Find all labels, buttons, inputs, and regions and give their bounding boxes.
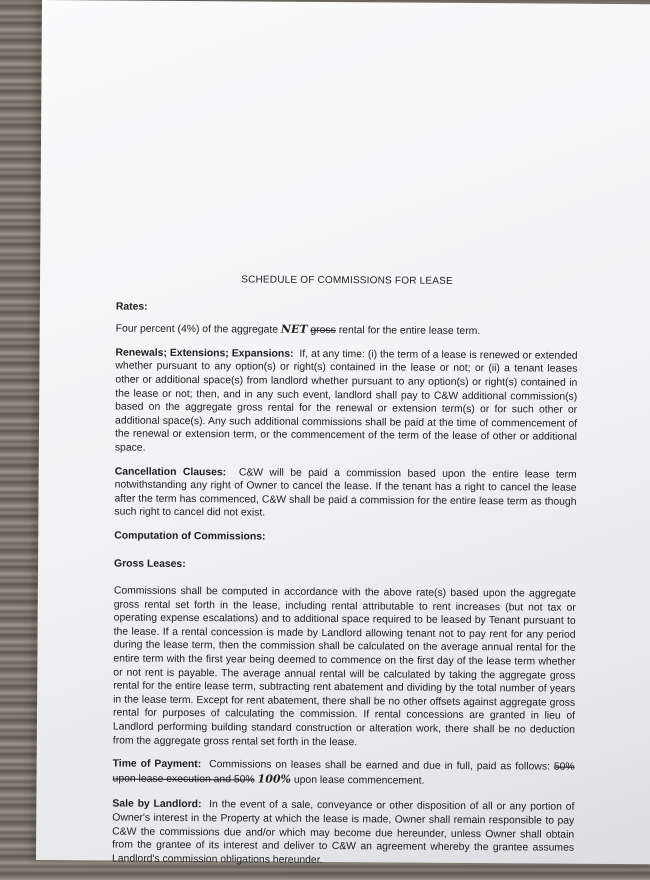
cancellation-heading: Cancellation Clauses: — [114, 466, 227, 478]
document-body — [112, 273, 578, 880]
sale-by-landlord-paragraph — [112, 798, 574, 869]
rates-struck-word: gross — [310, 325, 336, 337]
renewals-paragraph — [115, 346, 578, 458]
rates-text-before: Four percent (4%) of the aggregate — [115, 323, 281, 336]
rates-heading: Rates: — [115, 301, 148, 313]
sale-by-landlord-heading: Sale by Landlord: — [112, 798, 202, 811]
time-of-payment-struck-text: 50% upon lease execution and 50% — [112, 761, 575, 786]
time-of-payment-text-before: Commissions on leases shall be earned and due in full, paid as follows: — [209, 759, 554, 773]
time-of-payment-paragraph — [113, 758, 575, 789]
document-title: SCHEDULE OF COMMISSIONS FOR LEASE — [241, 274, 453, 287]
renewals-text: If, at any time: (i) the term of a lease is renewed or extended whether pursuant to any option(s) or right(s) contained in the lease or not; or (ii) a tenant leases other or additional space(s) from landlord whether pursuant to any option(s) or right(s) contained in the lease or not; then, and in any such event, landlord shall pay to C&W additional commission(s) based on the aggregate gross rental for the renewal or extension term(s) or for such other or additional space(s). Any such additional commissions shall be paid at the time of commencement of the renewal or extension term, or the commencement of the term of the lease of other or additional space. — [114, 348, 578, 454]
renewals-heading: Renewals; Extensions; Expansions: — [115, 347, 294, 360]
gross-leases-paragraph: Commissions shall be computed in accordance with the above rate(s) based upon the aggregate gross rental set forth in the lease, including rental attributable to rent increases (but not tax or operating expense escalations) and to additional space required to be leased by Tenant pursuant to the lease. If a rental concession is made by Landlord allowing tenant not to pay rent for any period during the lease term, then the commission shall be calculated on the average annual rental for the entire term with the first year being deemed to commence on the first day of the lease term whether or not rent is payable. The average annual rental will be calculated by taking the aggregate gross rental for the entire lease term, subtracting rent abatement and dividing by the total number of years in the lease term. Except for rent abatement, there shall be no other offsets against aggregate gross rental for purposes of calculating the commission. If rental concessions are granted in lieu of Landlord performing building standard construction or alteration work, there shall be no deduction from the aggregate gross rental set forth in the lease. — [112, 585, 576, 748]
rates-text-after: rental for the entire lease term. — [335, 325, 481, 338]
time-of-payment-heading: Time of Payment: — [112, 758, 202, 771]
cancellation-paragraph — [114, 465, 576, 523]
time-of-payment-handwritten-insert: 100% — [257, 772, 292, 786]
rates-paragraph — [116, 322, 578, 340]
computation-heading: Computation of Commissions: — [114, 530, 266, 543]
cancellation-text: C&W will be paid a commission based upon the entire lease term notwithstanding any right of Owner to cancel the lease. If the tenant has a right to cancel the lease after the term has commenced, C&W shall be paid a commission for the entire lease term as though such right to cancel did not exist. — [114, 466, 577, 519]
paper-sheet — [36, 0, 650, 864]
sale-by-landlord-text: In the event of a sale, conveyance or other disposition of all or any portion of Owner's interest in the Property at which the lease is made, Owner shall remain responsible to pay C&W the commissions due and/or which may become due hereunder, unless Owner shall obtain from the grantee of its interest and deliver to C&W an agreement whereby the grantee assumes Landlord's commission obligations hereunder. — [111, 799, 575, 866]
gross-leases-heading: Gross Leases: — [114, 558, 186, 570]
time-of-payment-text-after: upon lease commencement. — [290, 774, 425, 787]
rates-handwritten-insert: NET — [280, 322, 308, 337]
